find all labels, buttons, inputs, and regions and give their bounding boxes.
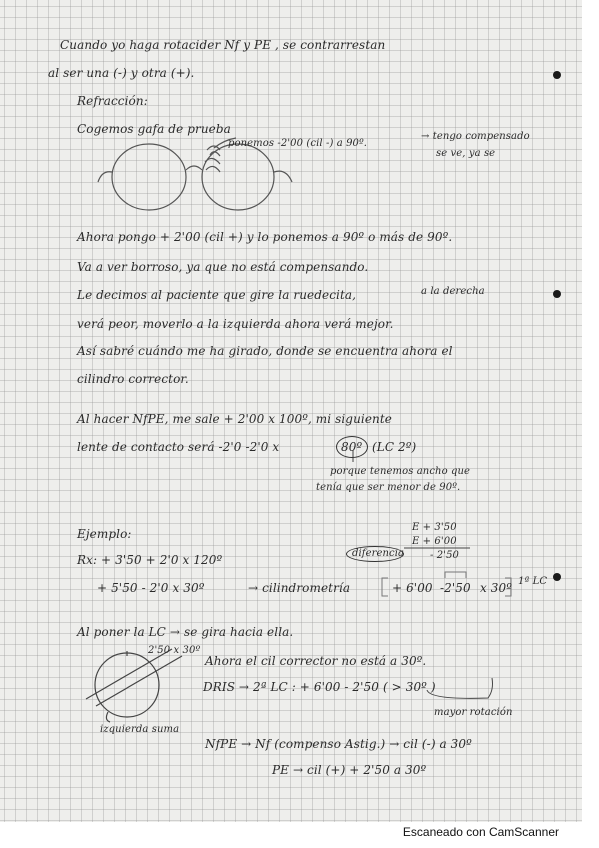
- note-line: porque tenemos ancho que: [330, 466, 471, 477]
- note-line: + 6'00: [392, 581, 433, 595]
- note-line: a la derecha: [421, 286, 485, 297]
- note-line: -2'50: [440, 581, 471, 595]
- note-line: tenía que ser menor de 90º.: [316, 482, 461, 493]
- note-line: lente de contacto será -2'0 -2'0 x: [77, 440, 280, 454]
- note-line: cilindro corrector.: [77, 372, 189, 386]
- note-line: verá peor, moverlo a la izquierda ahora verá mejor.: [77, 317, 394, 331]
- note-line: Al hacer NfPE, me sale + 2'00 x 100º, mi siguiente: [77, 412, 393, 426]
- note-line: mayor rotación: [434, 707, 513, 718]
- circle-mark: [336, 436, 368, 458]
- note-line: Ahora el cil corrector no está a 30º.: [205, 654, 427, 668]
- note-line: Le decimos al paciente que gire la ruedecita,: [77, 288, 357, 302]
- note-line: → cilindrometría: [248, 581, 351, 595]
- note-line: Cuando yo haga rotacider Nf y PE , se contrarrestan: [60, 38, 386, 52]
- note-line: Va a ver borroso, ya que no está compensando.: [77, 260, 369, 274]
- note-line: → tengo compensado: [421, 131, 530, 142]
- note-line: NfPE → Nf (compenso Astig.) → cil (-) a 30º: [205, 737, 472, 751]
- calc-line: E + 6'00: [412, 536, 457, 547]
- diagram-label: izquierda suma: [100, 724, 180, 735]
- note-line: (LC 2º): [372, 440, 417, 454]
- note-line: Ahora pongo + 2'00 (cil +) y lo ponemos a 90º o más de 90º.: [77, 230, 453, 244]
- note-line: se ve, ya se: [436, 148, 496, 159]
- note-line: Rx: + 3'50 + 2'0 x 120º: [77, 553, 223, 567]
- calc-label: diferencia: [352, 548, 405, 559]
- circle-mark: [346, 546, 404, 562]
- note-line: 1ª LC: [518, 576, 548, 587]
- note-line: Al poner la LC → se gira hacia ella.: [77, 625, 294, 639]
- note-line: al ser una (-) y otra (+).: [48, 66, 195, 80]
- note-line: x 30º: [480, 581, 512, 595]
- axis-circle-diagram: [86, 649, 182, 722]
- circled-value: 80º: [341, 440, 363, 454]
- section-heading: Ejemplo:: [77, 527, 132, 541]
- calc-line: - 2'50: [430, 550, 459, 561]
- note-line: + 5'50 - 2'0 x 30º: [97, 581, 205, 595]
- note-line: Refracción:: [77, 94, 148, 108]
- note-line: Cogemos gafa de prueba: [77, 122, 231, 136]
- calc-line: E + 3'50: [412, 522, 457, 533]
- note-line: PE → cil (+) + 2'50 a 30º: [272, 763, 427, 777]
- note-line: Así sabré cuándo me ha girado, donde se encuentra ahora el: [77, 344, 453, 358]
- diagram-label: 2'50 x 30º: [148, 645, 201, 656]
- note-line: DRIS → 2ª LC : + 6'00 - 2'50 ( > 30º ): [203, 680, 436, 694]
- scanner-watermark: Escaneado con CamScanner: [402, 825, 559, 839]
- note-line: ponemos -2'00 (cil -) a 90º.: [228, 138, 368, 149]
